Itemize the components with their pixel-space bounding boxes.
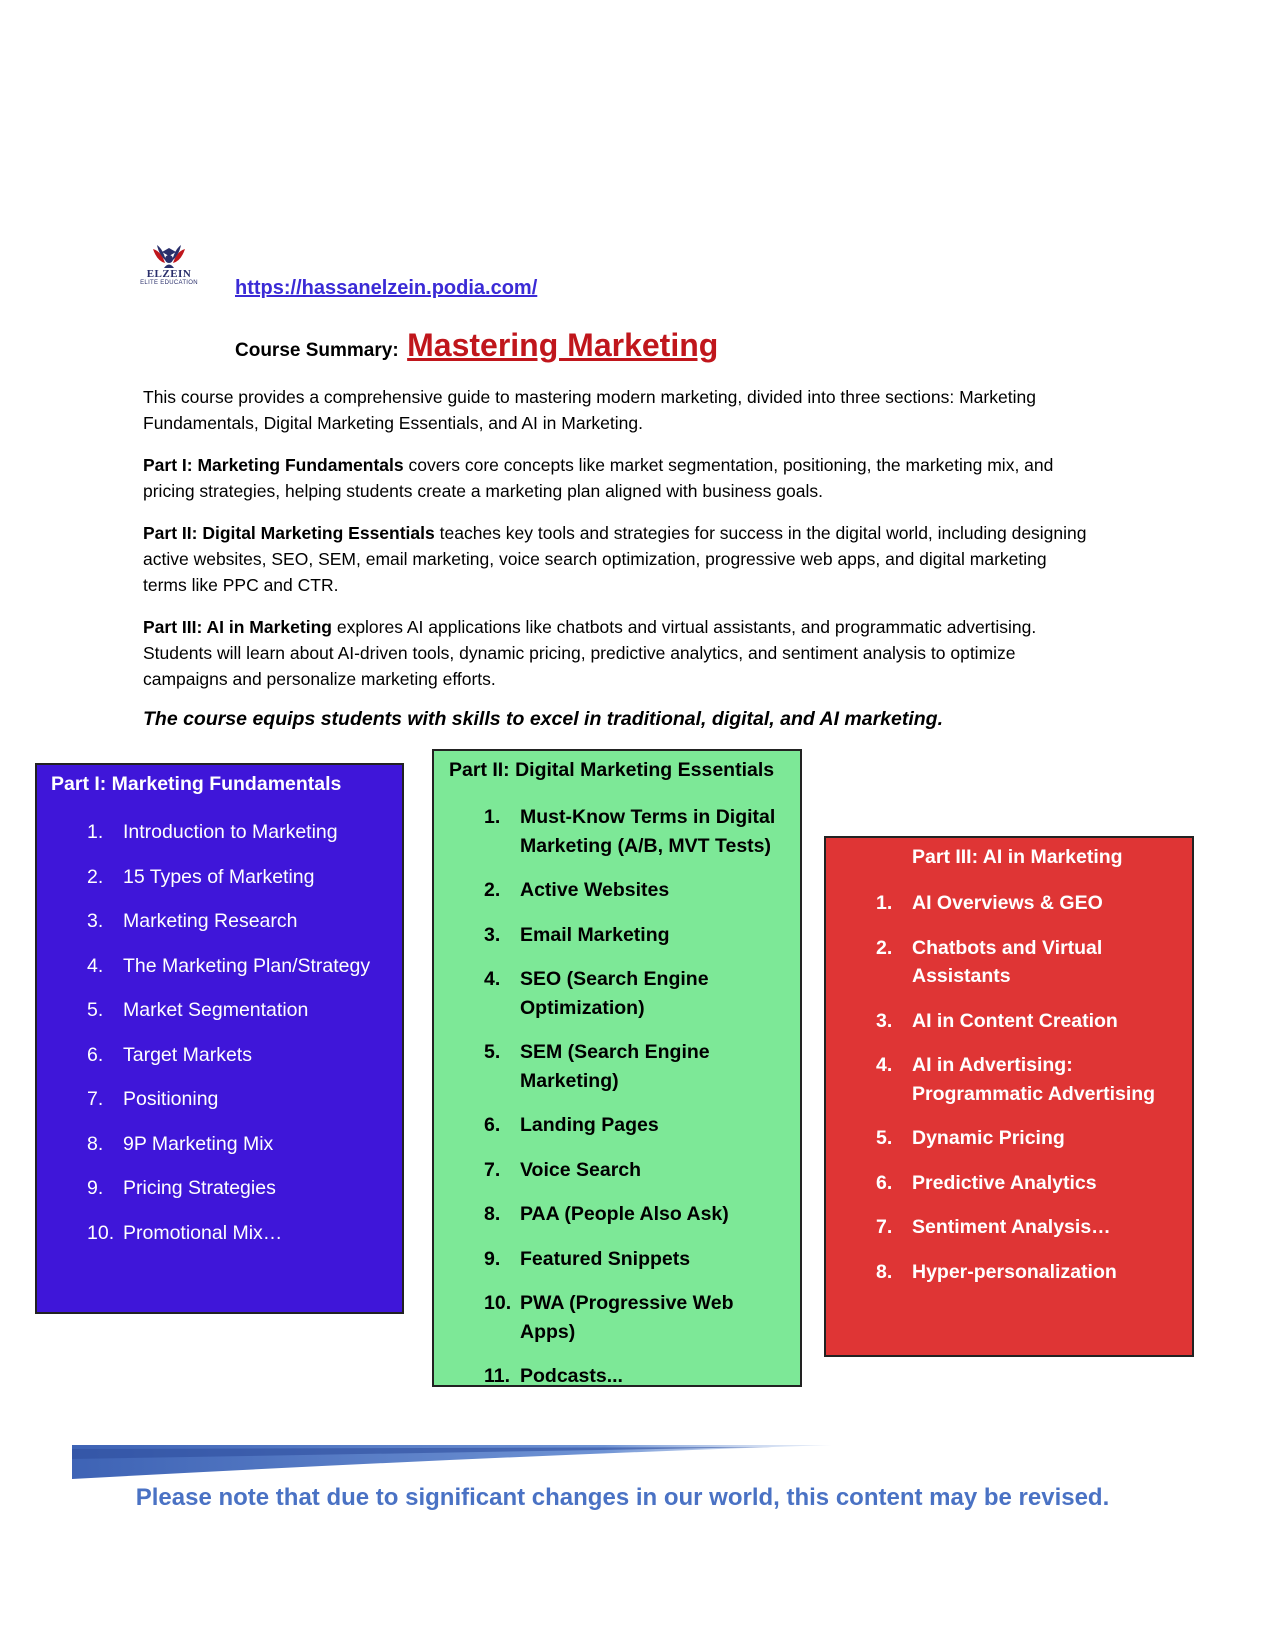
logo xyxy=(134,243,204,295)
item-label: Sentiment Analysis… xyxy=(912,1216,1111,1238)
list-item xyxy=(876,889,1176,918)
item-label: Must-Know Terms in Digital Marketing (A/B, MVT Tests) xyxy=(520,806,776,857)
item-number: 7. xyxy=(876,1216,893,1238)
part1-list xyxy=(87,818,387,1263)
list-item xyxy=(87,1219,387,1248)
list-item xyxy=(484,1156,784,1185)
course-url-link[interactable]: https://hassanelzein.podia.com/ xyxy=(235,277,538,299)
logo-emblem-icon xyxy=(149,243,189,269)
item-label: The Marketing Plan/Strategy xyxy=(123,954,371,977)
item-number: 1. xyxy=(876,892,893,914)
item-label: Podcasts... xyxy=(520,1365,623,1387)
part1-box xyxy=(35,763,404,1314)
list-item xyxy=(876,1124,1176,1153)
part3-title: Part III: AI in Marketing xyxy=(912,846,1123,868)
item-label: Positioning xyxy=(123,1088,219,1110)
logo-tagline: ELITE EDUCATION xyxy=(140,280,198,286)
item-number: 6. xyxy=(87,1043,104,1066)
list-item xyxy=(876,1051,1176,1108)
logo-name: ELZEIN xyxy=(146,268,192,280)
item-number: 7. xyxy=(484,1158,501,1181)
part1-summary-paragraph xyxy=(143,452,1088,504)
closing-statement: The course equips students with skills to excel in traditional, digital, and AI marketing. xyxy=(143,708,944,730)
item-number: 1. xyxy=(484,806,501,828)
item-number: 8. xyxy=(876,1260,893,1283)
list-item xyxy=(87,996,387,1025)
item-number: 5. xyxy=(876,1127,893,1149)
part1-summary-text: covers core concepts like market segmentation, positioning, the marketing mix, and pricing strategies, helping students create a marketing plan aligned with business goals. xyxy=(143,455,1054,501)
item-number: 2. xyxy=(876,936,893,959)
item-label: 15 Types of Marketing xyxy=(123,865,315,888)
list-item xyxy=(484,876,784,905)
item-label: SEO (Search Engine Optimization) xyxy=(520,968,709,1019)
list-item xyxy=(87,1130,387,1159)
revision-notice: Please note that due to significant changes in our world, this content may be revised. xyxy=(135,1484,1110,1511)
list-item xyxy=(87,1085,387,1114)
part3-summary-paragraph xyxy=(143,614,1088,692)
list-item xyxy=(484,965,784,1022)
item-label: AI in Advertising: Programmatic Advertising xyxy=(912,1054,1156,1105)
list-item xyxy=(876,1213,1176,1242)
list-item xyxy=(876,1169,1176,1198)
part2-title: Part II: Digital Marketing Essentials xyxy=(449,759,775,781)
item-number: 5. xyxy=(484,1041,501,1063)
item-number: 6. xyxy=(876,1171,893,1194)
item-number: 4. xyxy=(484,968,501,990)
item-label: Voice Search xyxy=(520,1158,642,1181)
part2-list xyxy=(484,803,784,1407)
footer-swoosh-graphic xyxy=(72,1443,832,1481)
part2-box xyxy=(432,749,802,1387)
list-item xyxy=(484,803,784,860)
item-label: AI Overviews & GEO xyxy=(912,892,1103,914)
list-item xyxy=(484,1111,784,1140)
list-item xyxy=(87,863,387,892)
item-label: AI in Content Creation xyxy=(912,1009,1118,1032)
item-number: 7. xyxy=(87,1088,104,1110)
item-label: SEM (Search Engine Marketing) xyxy=(520,1041,710,1092)
item-label: PAA (People Also Ask) xyxy=(520,1203,729,1225)
item-number: 2. xyxy=(87,865,104,888)
item-label: Predictive Analytics xyxy=(912,1171,1097,1194)
item-label: Marketing Research xyxy=(123,910,298,932)
item-number: 4. xyxy=(87,954,104,977)
item-label: Promotional Mix… xyxy=(123,1221,283,1244)
part3-list xyxy=(876,889,1176,1302)
item-number: 4. xyxy=(876,1054,893,1076)
list-item xyxy=(484,1362,784,1391)
list-item xyxy=(876,1258,1176,1287)
list-item xyxy=(87,818,387,847)
item-number: 10. xyxy=(484,1292,512,1314)
part3-summary-heading: Part III: AI in Marketing xyxy=(143,617,332,637)
item-label: Market Segmentation xyxy=(123,999,309,1021)
item-number: 1. xyxy=(87,821,104,843)
item-label: Pricing Strategies xyxy=(123,1177,276,1199)
item-label: Email Marketing xyxy=(520,923,670,946)
part2-summary-text: teaches key tools and strategies for success in the digital world, including designing active websites, SEO, SEM, email marketing, voice search optimization, progressive web apps, and digital marketing terms like PPC and CTR. xyxy=(143,523,1087,595)
item-label: Target Markets xyxy=(123,1043,252,1066)
list-item xyxy=(484,1289,784,1346)
item-label: Chatbots and Virtual Assistants xyxy=(912,936,1103,987)
item-number: 11. xyxy=(484,1365,511,1387)
list-item xyxy=(484,1245,784,1274)
summary-label: Course Summary: xyxy=(235,340,399,361)
item-label: Hyper-personalization xyxy=(912,1260,1117,1283)
list-item xyxy=(87,1041,387,1070)
item-number: 10. xyxy=(87,1221,115,1244)
list-item xyxy=(484,1200,784,1229)
item-number: 8. xyxy=(87,1132,104,1155)
list-item xyxy=(484,1038,784,1095)
item-number: 5. xyxy=(87,999,104,1021)
item-label: Active Websites xyxy=(520,879,670,901)
part2-summary-paragraph xyxy=(143,520,1088,598)
item-number: 6. xyxy=(484,1114,501,1136)
part3-summary-text: explores AI applications like chatbots and virtual assistants, and programmatic advertising. Students will learn about AI-driven tools, dynamic pricing, predictive analytics, and sentiment analysis to optimize campaigns and personalize marketing efforts. xyxy=(143,617,1037,689)
item-number: 8. xyxy=(484,1203,501,1225)
part1-summary-heading: Part I: Marketing Fundamentals xyxy=(143,455,404,475)
part1-title: Part I: Marketing Fundamentals xyxy=(51,773,342,795)
item-number: 3. xyxy=(87,910,104,932)
part2-summary-heading: Part II: Digital Marketing Essentials xyxy=(143,523,435,543)
course-title: Mastering Marketing xyxy=(407,327,719,363)
item-label: Landing Pages xyxy=(520,1114,659,1136)
list-item xyxy=(876,1007,1176,1036)
item-label: Featured Snippets xyxy=(520,1247,691,1270)
item-number: 9. xyxy=(484,1247,501,1270)
list-item xyxy=(87,952,387,981)
list-item xyxy=(876,934,1176,991)
list-item xyxy=(87,1174,387,1203)
item-number: 3. xyxy=(484,923,501,946)
part3-box xyxy=(824,836,1194,1357)
list-item xyxy=(87,907,387,936)
item-label: PWA (Progressive Web Apps) xyxy=(520,1292,734,1343)
item-number: 2. xyxy=(484,879,501,901)
item-number: 9. xyxy=(87,1177,104,1199)
list-item xyxy=(484,921,784,950)
intro-paragraph: This course provides a comprehensive guide to mastering modern marketing, divided into three sections: Marketing Fundamentals, Digital Marketing Essentials, and AI in Marketing. xyxy=(143,387,1036,433)
item-label: 9P Marketing Mix xyxy=(123,1132,274,1155)
item-number: 3. xyxy=(876,1009,893,1032)
course-summary-heading xyxy=(235,327,718,364)
item-label: Dynamic Pricing xyxy=(912,1127,1065,1149)
item-label: Introduction to Marketing xyxy=(123,821,338,843)
